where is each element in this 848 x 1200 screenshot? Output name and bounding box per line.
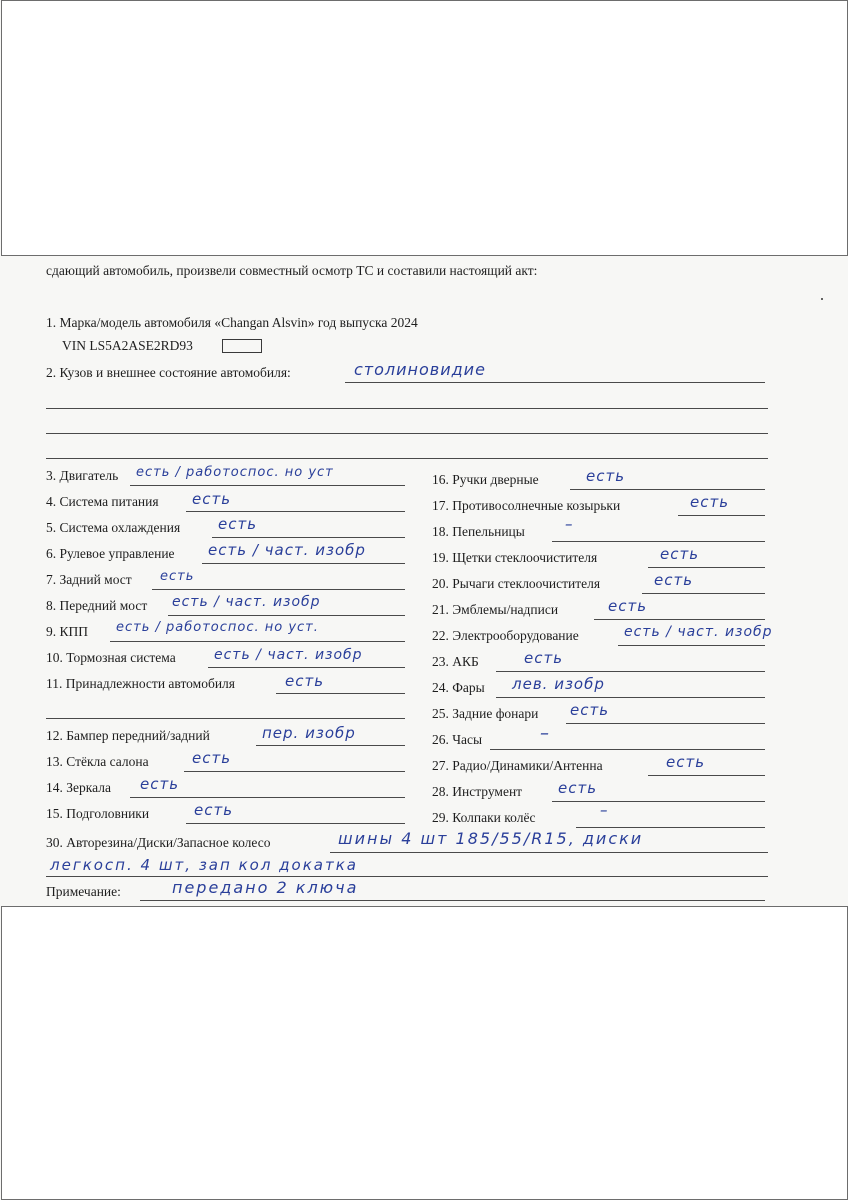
line [276, 693, 405, 694]
item-sun-visors-value: есть [690, 493, 730, 511]
line [46, 718, 405, 719]
item-headrests-label: 15. Подголовники [46, 806, 150, 821]
redacted-area-bottom [1, 906, 848, 1200]
line [140, 900, 765, 901]
line [208, 667, 405, 668]
item-hubcaps-label: 29. Колпаки колёс [432, 810, 536, 825]
item-steering-value: есть / част. изобр [208, 541, 366, 559]
item-radio-label: 27. Радио/Динамики/Антенна [432, 758, 603, 773]
line [46, 458, 768, 459]
item-cooling-system-value: есть [218, 515, 258, 533]
line [648, 567, 765, 568]
item-wiper-blades-value: есть [660, 545, 700, 563]
item-electrical-label: 22. Электрооборудование [432, 628, 579, 643]
redacted-area-top [1, 0, 848, 256]
line [256, 745, 405, 746]
item-accessories-label: 11. Принадлежности автомобиля [46, 676, 235, 691]
item-clock-value: – [540, 723, 550, 744]
item-accessories-value: есть [285, 672, 325, 690]
line [678, 515, 765, 516]
item-clock-label: 26. Часы [432, 732, 483, 747]
item-tools-label: 28. Инструмент [432, 784, 523, 799]
item-ashtrays-value: – [565, 515, 574, 533]
item-wiper-blades-label: 19. Щетки стеклоочистителя [432, 550, 598, 565]
item-headrests-value: есть [194, 801, 234, 819]
item-rear-axle-value: есть [160, 569, 195, 584]
line [184, 771, 405, 772]
item-tail-lights-value: есть [570, 701, 610, 719]
line [496, 671, 765, 672]
item-engine-label: 3. Двигатель [46, 468, 119, 483]
item-fuel-system-value: есть [192, 490, 232, 508]
item-headlights-label: 24. Фары [432, 680, 485, 695]
body-state-value: столиновидие [354, 360, 486, 379]
item-battery-label: 23. АКБ [432, 654, 479, 669]
scan-speck [821, 298, 823, 300]
line [186, 511, 405, 512]
item-ashtrays-label: 18. Пепельницы [432, 524, 525, 539]
line [202, 563, 405, 564]
item-tools-value: есть [558, 779, 598, 797]
line [594, 619, 765, 620]
item-cooling-system-label: 5. Система охлаждения [46, 520, 181, 535]
vin-text: VIN LS5A2ASE2RD93 [62, 338, 193, 353]
line [46, 433, 768, 434]
item-fuel-system-label: 4. Система питания [46, 494, 159, 509]
item-mirrors-label: 14. Зеркала [46, 780, 111, 795]
item-electrical-value: есть / част. изобр [624, 624, 773, 640]
vin-box [222, 339, 262, 353]
line [46, 876, 768, 877]
item-steering-label: 6. Рулевое управление [46, 546, 175, 561]
item-engine-value: есть / работоспос. но уст [136, 465, 334, 480]
line [566, 723, 765, 724]
line [130, 797, 405, 798]
item-windows-label: 13. Стёкла салона [46, 754, 149, 769]
line [46, 408, 768, 409]
item-emblems-label: 21. Эмблемы/надписи [432, 602, 559, 617]
item-tail-lights-label: 25. Задние фонари [432, 706, 539, 721]
item-door-handles-label: 16. Ручки дверные [432, 472, 539, 487]
item-front-axle-value: есть / част. изобр [172, 594, 321, 610]
item-gearbox-label: 9. КПП [46, 624, 89, 639]
item-tires-value-line2: легкосп. 4 шт, зап кол докатка [50, 856, 358, 874]
body-state-label: 2. Кузов и внешнее состояние автомобиля: [46, 365, 291, 380]
item-door-handles-value: есть [586, 467, 626, 485]
item-battery-value: есть [524, 649, 564, 667]
line [496, 697, 765, 698]
note-label: Примечание: [46, 884, 121, 899]
item-wiper-arms-value: есть [654, 571, 694, 589]
note-value: передано 2 ключа [172, 878, 359, 897]
item-tires-value-line1: шины 4 шт 185/55/R15, диски [338, 829, 644, 848]
line [618, 645, 765, 646]
line [552, 541, 765, 542]
intro-text: сдающий автомобиль, произвели совместный осмотр ТС и составили настоящий акт: [46, 263, 538, 278]
line [345, 382, 765, 383]
item-bumper-label: 12. Бампер передний/задний [46, 728, 210, 743]
item-tires-label: 30. Авторезина/Диски/Запасное колесо [46, 835, 271, 850]
line [152, 589, 405, 590]
line [212, 537, 405, 538]
item-radio-value: есть [666, 753, 706, 771]
item-wiper-arms-label: 20. Рычаги стеклоочистителя [432, 576, 601, 591]
item-headlights-value: лев. изобр [512, 675, 605, 693]
item-bumper-value: пер. изобр [262, 724, 356, 742]
item-rear-axle-label: 7. Задний мост [46, 572, 132, 587]
line [570, 489, 765, 490]
item-hubcaps-value: – [600, 801, 609, 819]
item-brake-system-label: 10. Тормозная система [46, 650, 176, 665]
line [168, 615, 405, 616]
item-gearbox-value: есть / работоспос. но уст. [116, 620, 319, 635]
line [186, 823, 405, 824]
line [576, 827, 765, 828]
item-mirrors-value: есть [140, 775, 180, 793]
line [490, 749, 765, 750]
item-front-axle-label: 8. Передний мост [46, 598, 148, 613]
line [130, 485, 405, 486]
item-windows-value: есть [192, 749, 232, 767]
item-brake-system-value: есть / част. изобр [214, 647, 363, 663]
line [330, 852, 768, 853]
line [552, 801, 765, 802]
item-emblems-value: есть [608, 597, 648, 615]
line [110, 641, 405, 642]
line [642, 593, 765, 594]
line [648, 775, 765, 776]
car-model-line: 1. Марка/модель автомобиля «Changan Alsvin» год выпуска 2024 [46, 315, 418, 330]
item-sun-visors-label: 17. Противосолнечные козырьки [432, 498, 621, 513]
